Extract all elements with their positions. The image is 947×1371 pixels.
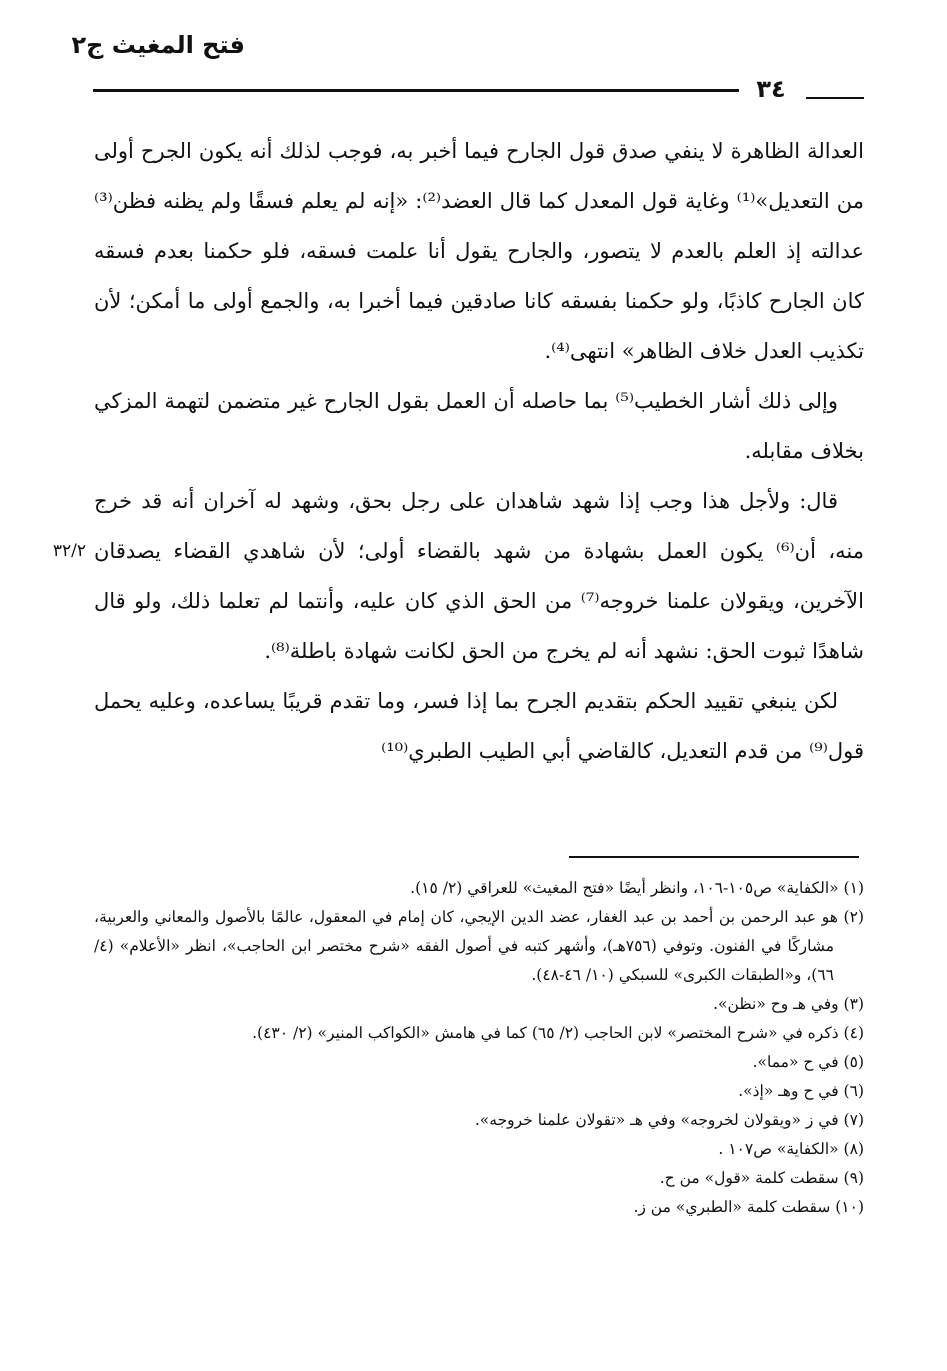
paragraph: لكن ينبغي تقييد الحكم بتقديم الجرح بما إذا فسر، وما تقدم قريبًا يساعده، وعليه يحمل قول⁽⁹⁾ من قدم التعديل، كالقاضي أبي الطيب الطبري⁽¹⁰⁾: [94, 689, 864, 763]
paragraph-text: قال: ولأجل هذا وجب إذا شهد شاهدان على رجل بحق، وشهد له آخران أنه قد خرج منه، أن⁽⁶⁾ يكون العمل بشهادة من شهد بالقضاء أولى؛ لأن شاهدي القضاء يصدقان الآخرين، ويقولان علمنا خروجه⁽⁷⁾ من الحق الذي كان عليه، وأنتما لم تعلما ذلك، ولو قال شاهدًا ثبوت الحق: نشهد أنه لم يخرج من الحق لكانت شهادة باطلة⁽⁸⁾.: [94, 489, 864, 663]
footnote: (٧) في ز «ويقولان لخروجه» وفي هـ «تقولان علمنا خروجه».: [474, 1111, 864, 1129]
paragraph: [52, 476, 864, 676]
paragraph: العدالة الظاهرة لا ينفي صدق قول الجارح فيما أخبر به، فوجب لذلك أنه يكون الجرح أولى من التعديل»⁽¹⁾ وغاية قول المعدل كما قال العضد⁽²⁾: «إنه لم يعلم فسقًا ولم يظنه فظن⁽³⁾ عدالته إذ العلم بالعدم لا يتصور، والجارح يقول أنا علمت فسقه، فلو حكمنا بعدم فسقه كان الجارح كاذبًا، ولو حكمنا بفسقه كانا صادقين فيما أخبرا به، والجمع أولى ما أمكن؛ لأن تكذيب العدل خلاف الظاهر» انتهى⁽⁴⁾.: [94, 139, 864, 363]
footnote: (٤) ذكره في «شرح المختصر» لابن الحاجب (٢/ ٦٥) كما في هامش «الكواكب المنير» (٢/ ٤٣٠).: [252, 1024, 864, 1042]
header-rule: [93, 89, 739, 92]
paragraph: وإلى ذلك أشار الخطيب⁽⁵⁾ بما حاصله أن العمل بقول الجارح غير متضمن لتهمة المزكي بخلاف مقابله.: [94, 389, 864, 463]
page-number-rule: [806, 97, 864, 99]
footnote: (١٠) سقطت كلمة «الطبري» من ز.: [633, 1198, 864, 1216]
footnote: (٩) سقطت كلمة «قول» من ح.: [659, 1169, 864, 1187]
footnote: (١) «الكفاية» ص١٠٥-١٠٦، وانظر أيضًا «فتح المغيث» للعراقي (٢/ ١٥).: [410, 879, 864, 897]
page-number: ٣٤: [756, 75, 786, 103]
footnote: (٢) هو عبد الرحمن بن أحمد بن عبد الغفار، عضد الدين الإيجي، كان إمام في المعقول، عالمًا بالأصول والمعاني والعربية، مشاركًا في الفنون. وتوفي (٧٥٦هـ)، وأشهر كتبه في أصول الفقه «شرح مختصر ابن الحاجب»، انظر «الأعلام» (٤/ ٦٦)، و«الطبقات الكبرى» للسبكي (١٠/ ٤٦-٤٨).: [94, 908, 864, 984]
main-text: [52, 126, 864, 776]
running-title: فتح المغيث ج٢: [71, 31, 245, 59]
footnote: (٥) في ح «مما».: [752, 1053, 864, 1071]
footnote: (٦) في ح وهـ «إذ».: [738, 1082, 864, 1100]
footnote-separator: [569, 856, 859, 858]
margin-reference: ٣٢/٢: [52, 541, 86, 561]
footnotes: [94, 874, 864, 1222]
footnote: (٨) «الكفاية» ص١٠٧ .: [718, 1140, 864, 1158]
footnote: (٣) وفي هـ وح «نظن».: [713, 995, 864, 1013]
